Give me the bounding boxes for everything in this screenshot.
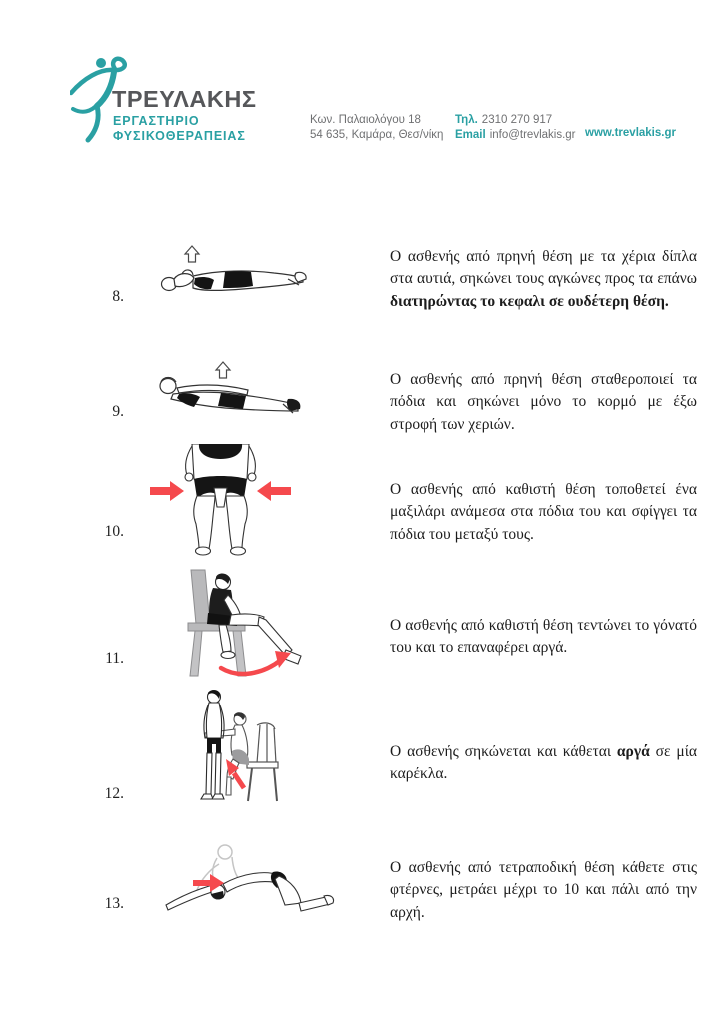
seated-knee-extension-illustration [171,567,303,682]
brand-subtitle-line1: ΕΡΓΑΣΤΗΡΙΟ [113,114,200,128]
prone-elbow-lift-illustration [158,245,308,307]
up-arrow-icon [185,246,199,262]
exercise-description: Ο ασθενής από πρηνή θέση με τα χέρια δίπλα στα αυτιά, σηκώνει τους αγκώνες προς τα επάνω διατηρώντας το κεφαλι σε ουδέτερη θέση. [390,248,697,310]
exercise-number: 13. [104,895,124,912]
exercise-number: 8. [112,288,124,305]
website-link: www.trevlakis.gr [585,127,676,139]
seated-pillow-squeeze-illustration [148,444,293,557]
sit-to-stand-illustration [197,689,279,806]
brand-subtitle [113,114,246,144]
exercise-number: 9. [112,403,124,420]
inward-arrow-right-icon [257,481,291,501]
up-arrow-icon [216,362,230,378]
brand-subtitle-line2: ΦΥΣΙΚΟΘΕΡΑΠΕΙΑΣ [113,129,246,143]
email-row [455,128,576,143]
quadruped-heel-sit-illustration [163,842,335,918]
brand-name: ΤΡΕΥΛΑΚΗΣ [112,86,257,112]
inward-arrow-left-icon [150,481,184,501]
exercise-description: Ο ασθενής από καθιστή θέση τεντώνει το γόνατό του και το επαναφέρει αργά. [390,617,697,657]
phone-label: Τηλ. [455,114,478,126]
exercise-description: Ο ασθενής από τετραποδική θέση κάθετε στις φτέρνες, μετράει μέχρι το 10 και πάλι από την αρχή. [390,859,697,921]
exercise-number: 12. [104,785,124,802]
address-line1: Κων. Παλαιολόγου 18 [310,114,421,126]
contact-block [455,113,576,142]
phone-row [455,113,576,128]
curved-arrow-icon [221,660,281,674]
exercise-description: Ο ασθενής από πρηνή θέση σταθεροποιεί τα πόδια και σηκώνει μόνο το κορμό με έξω στροφή των χεριών. [390,371,697,433]
address-line2: 54 635, Καμάρα, Θεσ/νίκη [310,128,444,141]
phone-number: 2310 270 917 [481,114,553,126]
email-address: info@trevlakis.gr [489,128,576,141]
diagonal-arrow-shaft-icon [234,773,244,788]
exercise-description: Ο ασθενής σηκώνεται και κάθεται αργά σε μία καρέκλα. [390,743,697,783]
exercise-description: Ο ασθενής από καθιστή θέση τοποθετεί ένα μαξιλάρι ανάμεσα στα πόδια του και σφίγγει τα πόδια του μεταξύ τους. [390,481,697,543]
exercise-number: 10. [104,523,124,540]
exercise-number: 11. [105,650,124,667]
email-label: Email [455,128,486,141]
address-block [310,113,443,142]
prone-trunk-lift-illustration [157,357,305,433]
